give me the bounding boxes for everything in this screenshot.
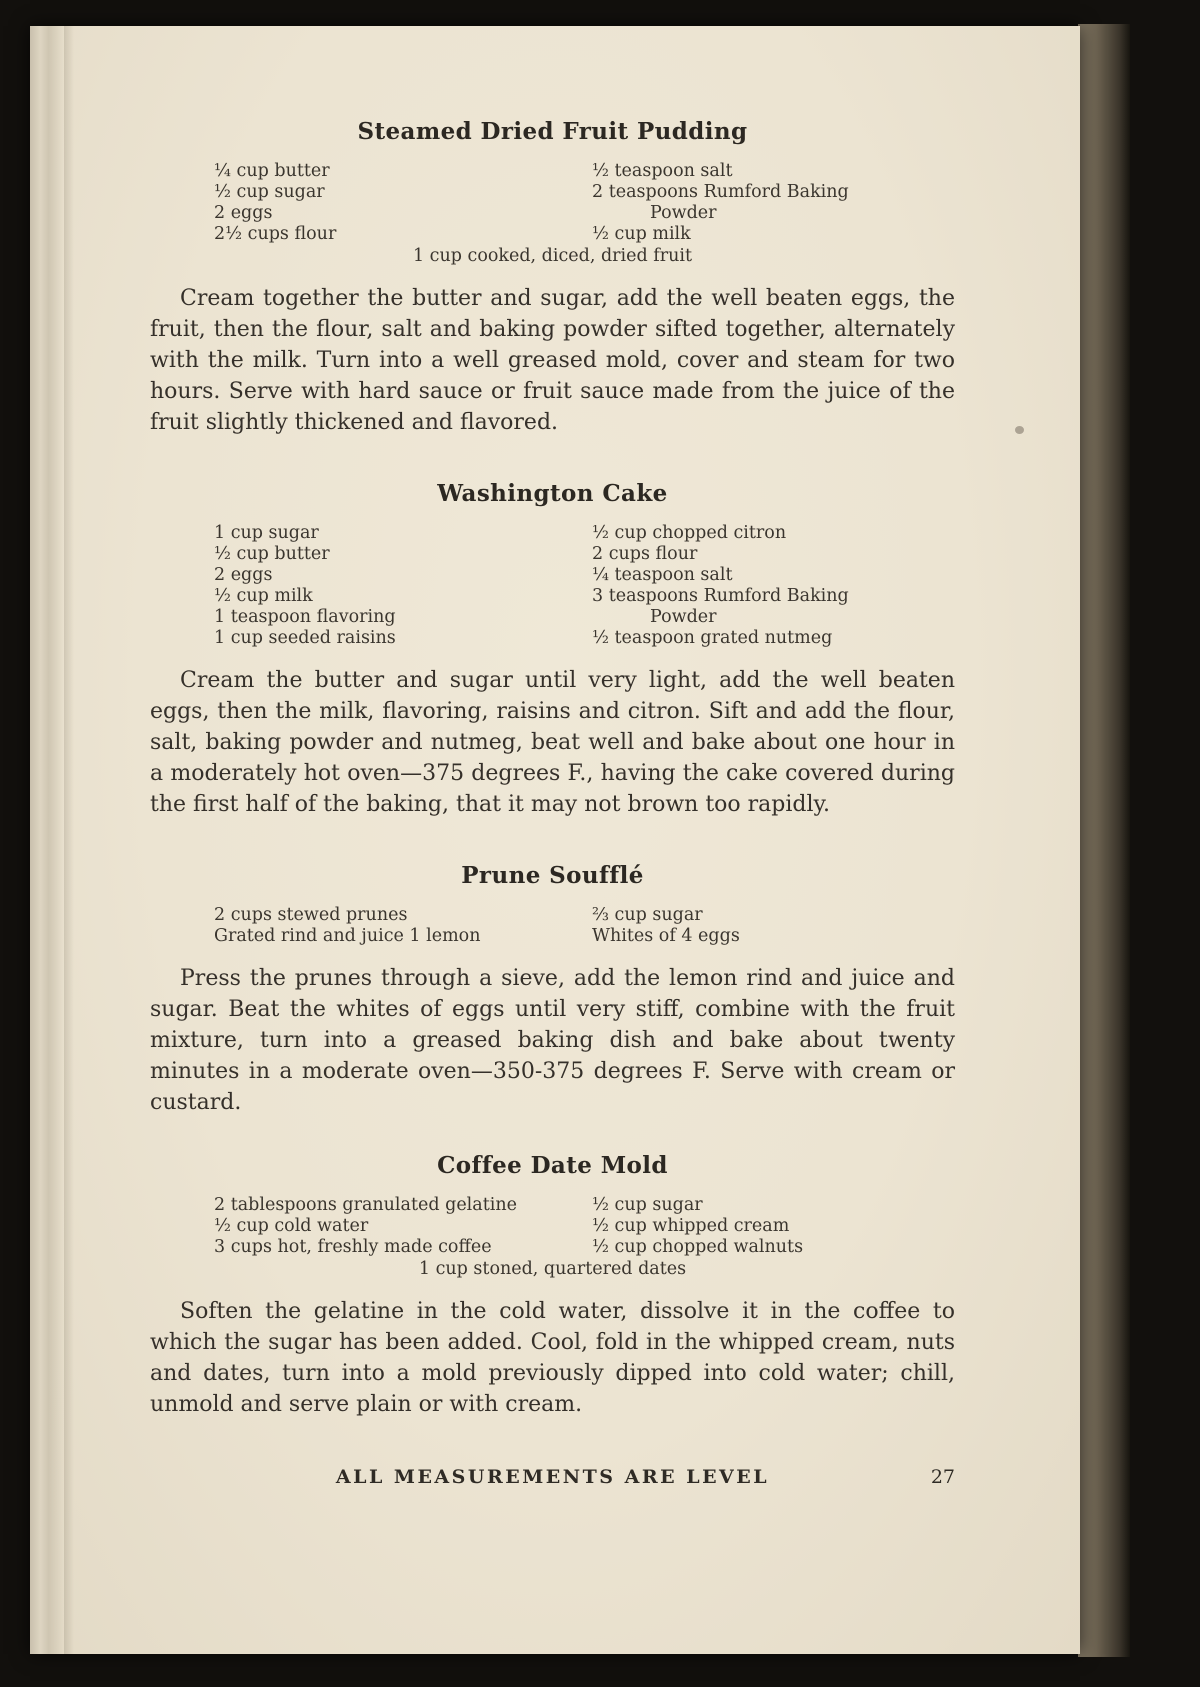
recipe-instructions: Press the prunes through a sieve, add the lemon rind and juice and sugar. Beat the whites of eggs until very stiff, combine with the fruit mixture, turn into a greased baking dish and bake about twenty minutes in a moderate oven—350-375 degrees F. Serve with cream or custard. xyxy=(150,966,955,1115)
ingredient-line: 2 eggs xyxy=(214,203,273,223)
ingredient-line-centered: 1 cup cooked, diced, dried fruit xyxy=(412,246,692,266)
ingredient-line: 2 tablespoons granulated gelatine xyxy=(214,1195,517,1215)
ingredient-line: 1 teaspoon flavoring xyxy=(214,607,396,627)
ingredient-line: 2 teaspoons Rumford Baking xyxy=(592,182,849,202)
ingredient-line: ¼ cup butter xyxy=(214,161,330,181)
ingredient-line: ½ cup chopped walnuts xyxy=(592,1237,804,1257)
ingredient-columns xyxy=(150,161,955,245)
ingredient-line: 2 cups flour xyxy=(592,544,698,564)
ingredient-line: Grated rind and juice 1 lemon xyxy=(214,926,481,946)
recipe-steamed-dried-fruit-pudding xyxy=(150,118,955,438)
ingredient-line: ½ cup cold water xyxy=(214,1216,369,1236)
page-content xyxy=(30,26,1080,1488)
ingredient-line: ½ cup milk xyxy=(592,224,691,244)
ingredient-line: 1 cup sugar xyxy=(214,523,319,543)
ingredient-line: 2½ cups flour xyxy=(214,224,337,244)
recipe-prune-souffle xyxy=(150,862,955,1118)
recipe-title: Prune Soufflé xyxy=(461,862,644,889)
ingredient-list-right xyxy=(592,523,955,649)
recipe-title: Washington Cake xyxy=(437,480,668,507)
ingredient-line: 2 cups stewed prunes xyxy=(214,905,408,925)
ingredient-line: ½ cup sugar xyxy=(214,182,325,202)
ingredient-line: 2 eggs xyxy=(214,565,273,585)
recipe-title: Steamed Dried Fruit Pudding xyxy=(357,118,748,145)
recipe-title: Coffee Date Mold xyxy=(437,1152,668,1179)
recipe-coffee-date-mold xyxy=(150,1152,955,1420)
recipe-instructions: Cream the butter and sugar until very light, add the well beaten eggs, then the milk, flavoring, raisins and citron. Sift and add the flour, salt, baking powder and nutmeg, beat well and bake about one hour in a moderately hot oven—375 degrees F., having the cake covered during the first half of the baking, that it may not brown too rapidly. xyxy=(150,668,955,817)
ingredient-list-left xyxy=(214,1195,592,1258)
ingredient-line: ½ teaspoon grated nutmeg xyxy=(592,628,833,648)
ingredient-line: 3 cups hot, freshly made coffee xyxy=(214,1237,492,1257)
ingredient-line: ½ cup chopped citron xyxy=(592,523,787,543)
ingredient-line-centered: 1 cup stoned, quartered dates xyxy=(418,1259,687,1279)
recipe-washington-cake xyxy=(150,480,955,820)
ingredient-line-continued: Powder xyxy=(650,203,717,223)
ingredient-line: ½ cup butter xyxy=(214,544,330,564)
ingredient-list-left xyxy=(214,905,592,947)
ingredient-line: ⅔ cup sugar xyxy=(592,905,703,925)
page-footer xyxy=(150,1466,955,1488)
book-page xyxy=(30,26,1080,1654)
ingredient-line: ½ teaspoon salt xyxy=(592,161,733,181)
ingredient-line: Whites of 4 eggs xyxy=(592,926,740,946)
ingredient-list-right xyxy=(592,161,955,245)
ingredient-line: ¼ teaspoon salt xyxy=(592,565,733,585)
ingredient-columns xyxy=(150,523,955,649)
ingredient-list-right xyxy=(592,1195,955,1258)
footer-note: ALL MEASUREMENTS ARE LEVEL xyxy=(335,1466,770,1488)
book-page-block-edge xyxy=(1078,24,1130,1657)
ingredient-line: 3 teaspoons Rumford Baking xyxy=(592,586,849,606)
recipe-instructions: Cream together the butter and sugar, add the well beaten eggs, the fruit, then the flour, salt and baking powder sifted together, alternately with the milk. Turn into a well greased mold, cover and steam for two hours. Serve with hard sauce or fruit sauce made from the juice of the fruit slightly thickened and flavored. xyxy=(150,286,955,435)
ingredient-line: 1 cup seeded raisins xyxy=(214,628,396,648)
ingredient-list-left xyxy=(214,523,592,649)
ingredient-line: ½ cup milk xyxy=(214,586,313,606)
ingredient-line: ½ cup sugar xyxy=(592,1195,703,1215)
ingredient-line: ½ cup whipped cream xyxy=(592,1216,790,1236)
ingredient-list-left xyxy=(214,161,592,245)
ingredient-columns xyxy=(150,905,955,947)
recipe-instructions: Soften the gelatine in the cold water, dissolve it in the coffee to which the sugar has been added. Cool, fold in the whipped cream, nuts and dates, turn into a mold previously dipped into cold water; chill, unmold and serve plain or with cream. xyxy=(150,1299,955,1417)
ingredient-list-right xyxy=(592,905,955,947)
ingredient-line-continued: Powder xyxy=(650,607,717,627)
page-number: 27 xyxy=(930,1466,955,1488)
ingredient-columns xyxy=(150,1195,955,1258)
